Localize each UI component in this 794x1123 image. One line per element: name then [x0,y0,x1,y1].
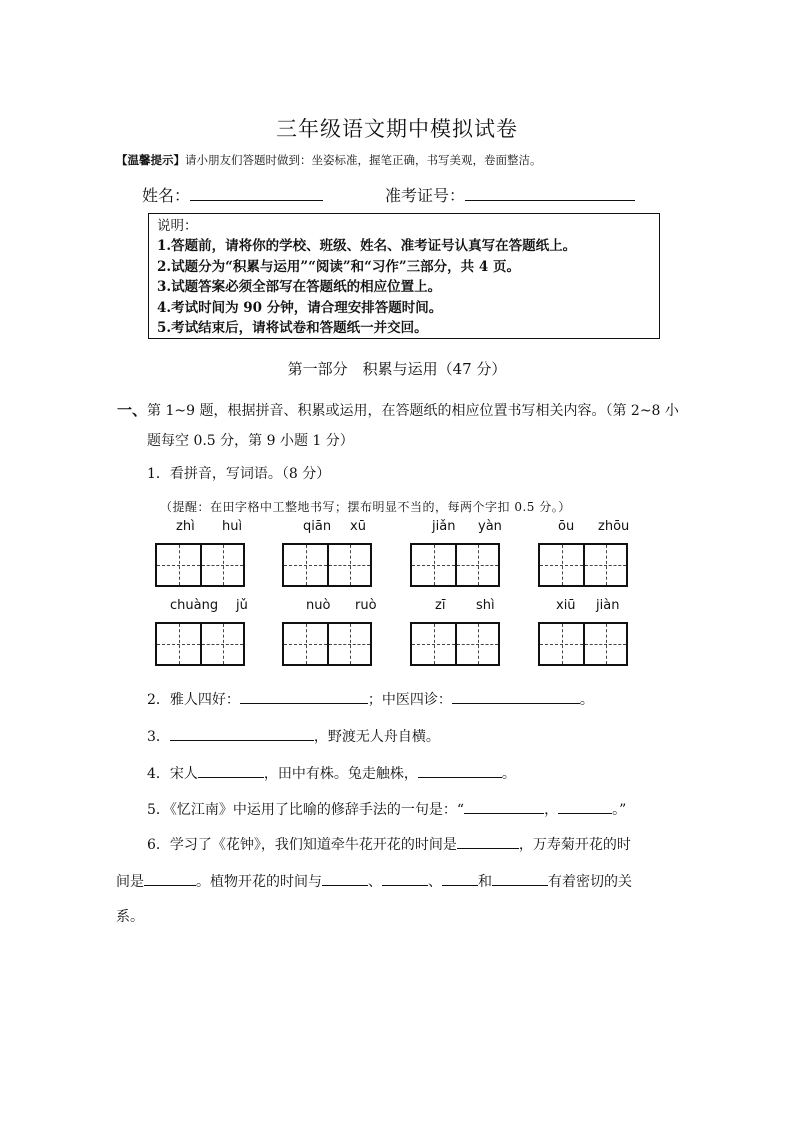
question-4-text-b: ，田中有株。兔走触株， [263,766,418,782]
pinyin: xū [350,519,366,534]
question-6-sep: 、 [368,874,382,890]
question-6-sep: 、 [428,874,442,890]
question-6-text-f: 有着密切的关 [548,874,632,890]
answer-blank[interactable] [322,871,368,886]
question-5-text-b: ， [544,802,559,818]
question-3-text: ，野渡无人舟自横。 [313,729,440,745]
question-2 [147,689,594,709]
answer-blank[interactable] [464,799,544,814]
pinyin: yàn [478,519,502,534]
question-3-number: 3． [147,729,170,745]
instructions-box [148,213,660,339]
question-6-text-a: 学习了《花钟》，我们知道牵牛花开花的时间是 [169,837,457,853]
warm-tip [116,152,542,168]
section-1-line2: 题每空 0.5 分，第 9 小题 1 分） [147,433,354,449]
question-4-number: 4． [147,766,170,782]
answer-blank[interactable] [198,763,264,778]
answer-blank[interactable] [418,763,502,778]
exam-no-input-line[interactable] [465,184,635,201]
answer-blank[interactable] [452,689,580,704]
instruction-line: 5.考试结束后，请将试卷和答题纸一并交回。 [157,320,428,337]
question-1-hint: （提醒：在田字格中工整地书写；摆布明显不当的，每两个字扣 0.5 分。） [160,500,571,514]
name-label: 姓名： [142,186,191,205]
pinyin: huì [222,519,243,534]
question-5 [147,799,626,819]
question-2-text-a: 雅人四好： [169,692,240,708]
writing-grid[interactable] [282,543,372,587]
question-2-number: 2． [147,692,170,708]
warm-tip-label: 【温馨提示】 [116,153,185,167]
instruction-line: 2.试题分为“积累与运用”“阅读”和“习作”三部分，共 4 页。 [157,258,520,275]
question-6-text-d: 。植物开花的时间与 [196,874,322,890]
pinyin: jǔ [236,598,248,613]
question-2-end: 。 [579,692,594,708]
pinyin: ruò [355,598,377,613]
writing-grid[interactable] [538,543,628,587]
question-6-line2 [116,871,632,891]
question-2-text-b: ；中医四诊： [367,692,452,708]
pinyin: zhōu [598,519,630,534]
question-6-text-e: 和 [478,874,492,890]
instruction-line: 4.考试时间为 90 分钟，请合理安排答题时间。 [157,299,443,316]
instruction-line: 1.答题前，请将你的学校、班级、姓名、准考证号认真写在答题纸上。 [157,238,577,254]
question-4-text-a: 宋人 [169,766,198,782]
question-3 [147,726,440,746]
name-input-line[interactable] [190,184,323,201]
writing-grid[interactable] [410,622,500,666]
pinyin: zī [435,598,446,613]
writing-grid[interactable] [410,543,500,587]
question-4-end: 。 [501,766,516,782]
pinyin: zhì [176,519,195,534]
question-6-text-g: 系。 [116,909,144,925]
pinyin: nuò [306,598,331,613]
answer-blank[interactable] [240,689,368,704]
question-5-number: 5． [147,802,170,818]
writing-grid[interactable] [282,622,372,666]
writing-grid[interactable] [155,622,245,666]
question-6-number: 6． [147,837,170,853]
question-1-label: 1．看拼音，写词语。（8 分） [147,466,331,482]
writing-grid[interactable] [155,543,245,587]
question-4 [147,763,516,783]
pinyin: shì [476,598,495,613]
pinyin: ōu [558,519,575,534]
exam-no-label: 准考证号： [385,186,466,205]
pinyin: chuàng [170,598,219,613]
answer-blank[interactable] [144,871,196,886]
instructions-heading: 说明： [157,218,198,234]
pinyin: xiū [556,598,576,613]
name-field [142,183,323,206]
section-1-text: 第 1~9 题，根据拼音、积累或运用，在答题纸的相应位置书写相关内容。（第 2~8 小 [147,403,679,419]
answer-blank[interactable] [442,871,478,886]
section-1-line1 [117,399,679,420]
exam-no-field [385,183,635,206]
section-1-number: 一、 [117,401,148,419]
part-title: 第一部分 积累与运用（47 分） [287,360,507,378]
warm-tip-text: 请小朋友们答题时做到：坐姿标准，握笔正确，书写美观，卷面整洁。 [185,153,542,167]
writing-grid[interactable] [538,622,628,666]
question-6-text-b: ，万寿菊开花的时 [518,837,631,853]
question-6-line1 [147,834,631,854]
question-5-end: 。” [612,802,627,818]
answer-blank[interactable] [558,799,612,814]
pinyin: qiān [303,519,332,534]
answer-blank[interactable] [492,871,548,886]
answer-blank[interactable] [457,834,519,849]
question-6-text-c: 间是 [116,874,144,890]
question-5-text-a: 《忆江南》中运用了比喻的修辞手法的一句是：“ [169,802,465,818]
answer-blank[interactable] [170,726,314,741]
instruction-line: 3.试题答案必须全部写在答题纸的相应位置上。 [157,279,442,296]
answer-blank[interactable] [382,871,428,886]
pinyin: jiǎn [432,519,456,534]
page-title: 三年级语文期中模拟试卷 [276,117,518,141]
pinyin: jiàn [596,598,620,613]
